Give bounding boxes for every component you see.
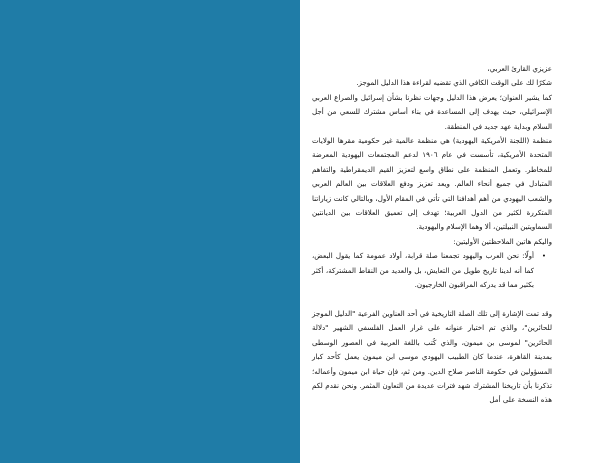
bullet-item-1 (312, 249, 552, 292)
salutation: عزيزي القارئ العربي، (487, 64, 552, 73)
letter-body (312, 62, 552, 457)
bullet-mark: • (541, 251, 546, 261)
paragraph-history: وقد تمت الإشارة إلى تلك الصلة التاريخية في أحد العناوين الفرعية "الدليل الموجز للحائرين"، والذي تم اختيار عنوانه على غرار العمل الفلسفي الشهير "دلالة الحائرين" لموسى بن ميمون، والذي كُتب باللغة العربية في العصور الوسطى بمدينة القاهرة، عندما كان الطبيب اليهودي موسى ابن ميمون يعمل كأحد كبار المسؤولين في حكومة الناصر صلاح الدين. ومن ثم، فإن حياة ابن ميمون وأعماله؛ تذكرنا بأن تاريخنا المشترك شهد فترات عديدة من التعاون المثمر. ونحن نقدم لكم هذه النسخة على أمل (312, 308, 552, 405)
paragraph-organization: منظمة (اللجنة الأمريكية اليهودية) هي منظمة عالمية غير حكومية مقرها الولايات المتحدة الأمريكية، تأسست في عام ١٩٠٦ لدعم المجتمعات اليهودية المعرضة للمخاطر. وتعمل المنظمة على نطاق واسع لتعزيز القيم الديمقراطية والتفاهم المتبادل في جميع أنحاء العالم. ويعد تعزيز ودفع العلاقات بين العالم العربي والشعب اليهودي من أهم أهدافنا التي تأتي في المقام الأول، وبالتالي كانت زياراتنا المتكررة لكثير من الدول العربية؛ تهدف إلى تعميق العلاقات بين الديانتين السماويتين النبيلتين، ألا وهما الإسلام واليهودية. (312, 136, 552, 232)
thanks-line: شكرًا لك على الوقت الكافي الذي تقضيه لقراءة هذا الدليل الموجز. (356, 78, 552, 88)
paragraph-guide-purpose: كما يشير العنوان؛ يعرض هذا الدليل وجهات نظرنا بشأن إسرائيل والصراع العربي الإسرائيلي، حيث يهدف إلى المساعدة في بناء أساس مشترك للسعي من أجل السلام وبداية عهد جديد في المنطقة. (312, 92, 552, 131)
paragraph-gap (312, 293, 552, 307)
bullet-text: أولًا: نحن العرب واليهود تجمعنا صلة قرابة، أولاد عمومة كما يقول البعض، كما أنه لدينا تاريخ طويل من التعايش، بل والعديد من النقاط المشتركة، أكثر بكثير مما قد يدركه المراقبون الخارجيون. (312, 251, 534, 290)
notes-intro: واليكم هاتين الملاحظتين الأوليتين: (453, 236, 552, 246)
